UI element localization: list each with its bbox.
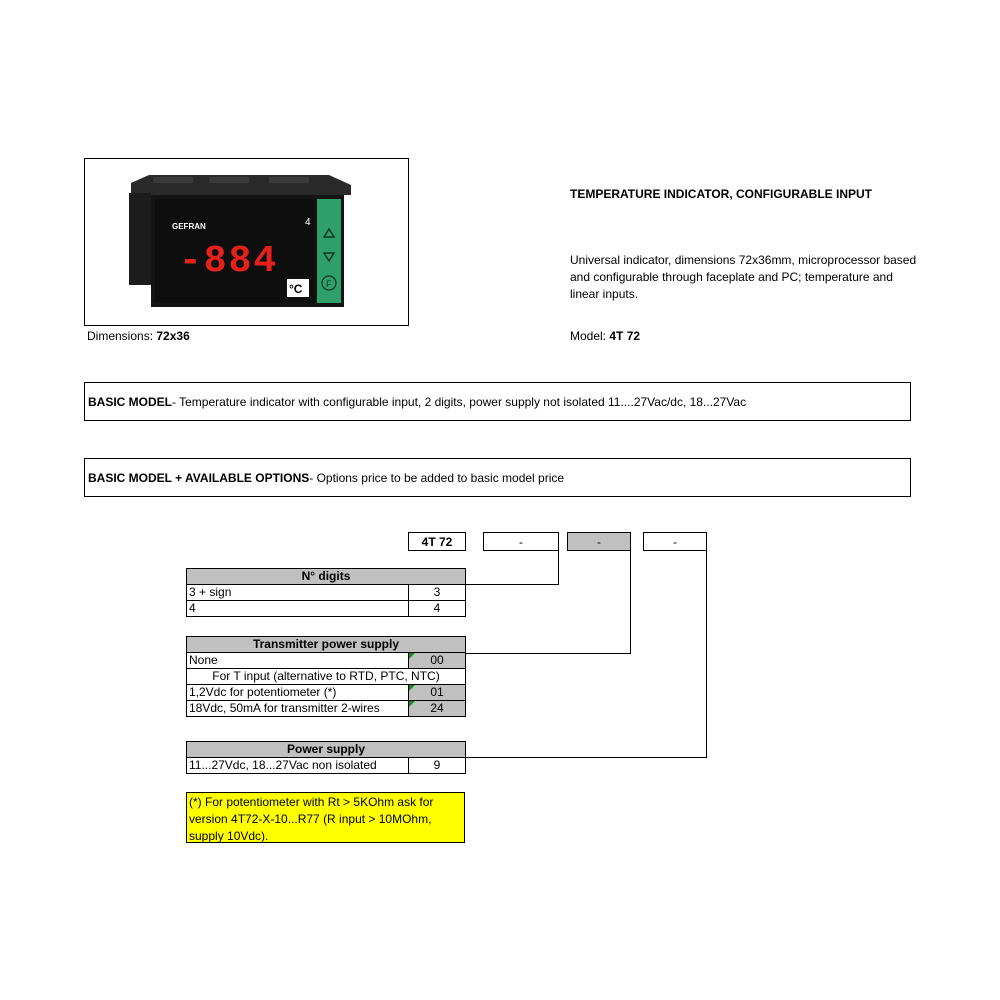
connector-transmitter-v: [630, 550, 631, 654]
code-slot-power: -: [643, 532, 707, 551]
table-row: [187, 669, 466, 685]
connector-digits-v: [558, 550, 559, 585]
table-row: 11...27Vdc, 18...27Vac non isolated 9: [187, 758, 466, 774]
svg-text:F: F: [326, 279, 332, 289]
product-description: Universal indicator, dimensions 72x36mm, microprocessor based and configurable through faceplate and PC; temperature and linear inputs.: [570, 253, 917, 301]
product-image-frame: [84, 158, 409, 326]
page-title: TEMPERATURE INDICATOR, CONFIGURABLE INPUT: [570, 187, 872, 201]
code-slot-transmitter: -: [567, 532, 631, 551]
code-base: 4T 72: [408, 532, 466, 551]
connector-digits-h: [465, 584, 559, 585]
basic-model-banner: BASIC MODEL - Temperature indicator with configurable input, 2 digits, power supply not isolated 11....27Vac/dc, 18...27Vac: [84, 382, 911, 421]
brand-label: GEFRAN: [172, 222, 206, 231]
table-row: None 00: [187, 653, 466, 669]
connector-transmitter-h: [465, 653, 631, 654]
temperature-indicator-image: [129, 175, 366, 307]
table-row: 1,2Vdc for potentiometer (*) 01: [187, 685, 466, 701]
model-value: 4T 72: [609, 329, 641, 343]
connector-power-h: [465, 757, 707, 758]
power-header: Power supply: [187, 742, 466, 758]
table-row: 18Vdc, 50mA for transmitter 2-wires 24: [187, 701, 466, 717]
options-banner: BASIC MODEL + AVAILABLE OPTIONS - Options price to be added to basic model price: [84, 458, 911, 497]
transmitter-subheader: For T input (alternative to RTD, PTC, NTC): [187, 669, 466, 685]
model-caption: Model: 4T 72: [570, 329, 641, 343]
power-table: [186, 741, 466, 774]
digits-table: [186, 568, 466, 617]
unit-label: °C: [289, 282, 303, 296]
channel-label: 4: [305, 217, 311, 228]
footnote: (*) For potentiometer with Rt > 5KOhm ask for version 4T72-X-10...R77 (R input > 10MOhm, supply 10Vdc).: [186, 792, 465, 843]
dimensions-value: 72x36: [156, 329, 190, 343]
transmitter-table: [186, 636, 466, 717]
dimensions-caption: Dimensions: 72x36: [87, 329, 190, 343]
connector-power-v: [706, 550, 707, 758]
code-slot-digits: -: [483, 532, 559, 551]
table-row: 4 4: [187, 601, 466, 617]
transmitter-header: Transmitter power supply: [187, 637, 466, 653]
display-readout: -884: [179, 240, 279, 283]
table-row: 3 + sign 3: [187, 585, 466, 601]
digits-header: N° digits: [187, 569, 466, 585]
